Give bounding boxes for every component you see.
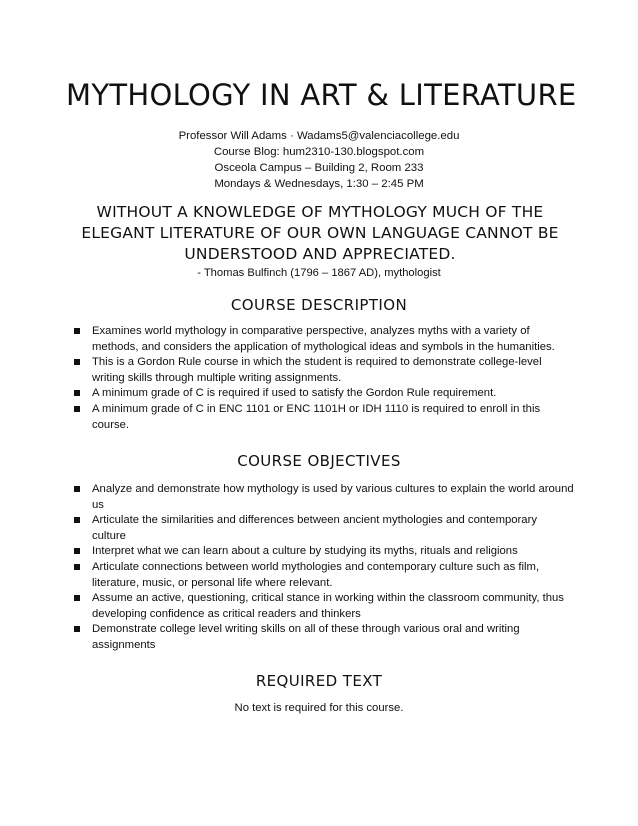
list-item: Articulate the similarities and differences between ancient mythologies and contemporary culture — [74, 513, 574, 544]
list-item: This is a Gordon Rule course in which the student is required to demonstrate college-level writing skills through multiple writing assignments. — [74, 355, 574, 386]
bullet-square-icon — [74, 328, 80, 334]
course-description-list — [74, 324, 574, 433]
course-blog-line: Course Blog: hum2310-130.blogspot.com — [213, 146, 425, 158]
list-item: Demonstrate college level writing skills on all of these through various oral and writing assignments — [74, 622, 574, 653]
bullet-square-icon — [74, 626, 80, 632]
course-objectives-heading: COURSE OBJECTIVES — [237, 452, 401, 470]
required-text-body: No text is required for this course. — [234, 702, 404, 714]
course-objectives-list — [74, 482, 574, 654]
list-item: A minimum grade of C in ENC 1101 or ENC 1101H or IDH 1110 is required to enroll in this course. — [74, 402, 574, 433]
course-info — [0, 128, 638, 192]
bullet-square-icon — [74, 406, 80, 412]
bullet-square-icon — [74, 486, 80, 492]
required-text-heading: REQUIRED TEXT — [255, 672, 383, 690]
bullet-square-icon — [74, 564, 80, 570]
instructor-line: Professor Will Adams · Wadams5@valenciacollege.edu — [178, 130, 460, 142]
list-item: Articulate connections between world mythologies and contemporary culture such as film, literature, music, or personal life where relevant. — [74, 560, 574, 591]
list-item: Interpret what we can learn about a culture by studying its myths, rituals and religions — [74, 544, 574, 560]
bullet-square-icon — [74, 517, 80, 523]
bullet-square-icon — [74, 595, 80, 601]
list-item: Analyze and demonstrate how mythology is used by various cultures to explain the world around us — [74, 482, 574, 513]
epigraph-quote: WITHOUT A KNOWLEDGE OF MYTHOLOGY MUCH OF THE ELEGANT LITERATURE OF OUR OWN LANGUAGE CANNOT BE UNDERSTOOD AND APPRECIATED. — [81, 203, 559, 263]
document-title: MYTHOLOGY IN ART & LITERATURE — [66, 78, 577, 112]
location-line: Osceola Campus – Building 2, Room 233 — [214, 162, 424, 174]
bullet-square-icon — [74, 390, 80, 396]
list-item: Examines world mythology in comparative perspective, analyzes myths with a variety of methods, and considers the application of mythological ideas and symbols in the humanities. — [74, 324, 574, 355]
list-item: Assume an active, questioning, critical stance in working within the classroom community, thus developing confidence as critical readers and thinkers — [74, 591, 574, 622]
course-description-heading: COURSE DESCRIPTION — [230, 296, 408, 314]
schedule-line: Mondays & Wednesdays, 1:30 – 2:45 PM — [214, 178, 424, 190]
bullet-square-icon — [74, 359, 80, 365]
bullet-square-icon — [74, 548, 80, 554]
list-item: A minimum grade of C is required if used to satisfy the Gordon Rule requirement. — [74, 386, 574, 402]
quote-attribution: - Thomas Bulfinch (1796 – 1867 AD), mythologist — [197, 267, 441, 279]
